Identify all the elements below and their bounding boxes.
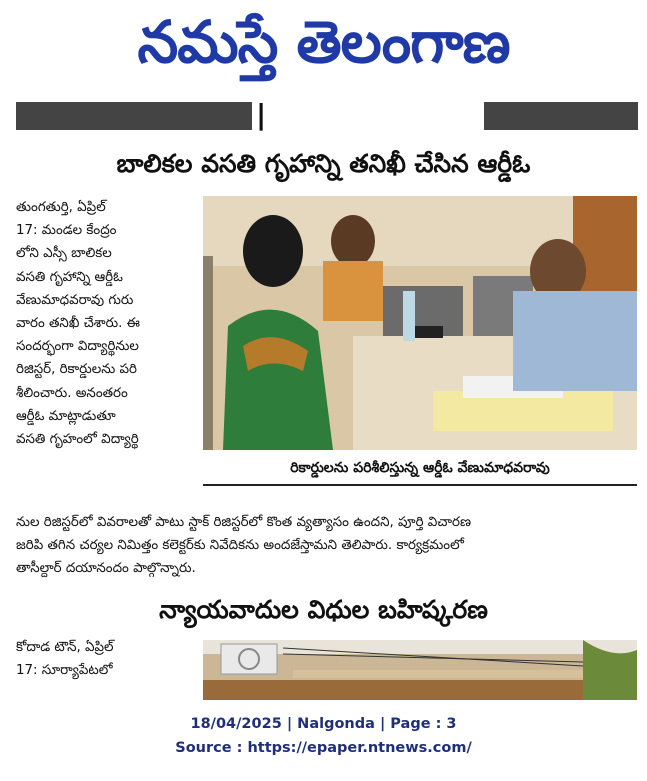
text-line: వేణుమాధవరావు గురు [16, 292, 134, 308]
section-band-glyph: | [256, 98, 267, 131]
article2-headline: న్యాయవాదుల విధుల బహిష్కరణ [159, 595, 488, 624]
text-line: తాసీల్దార్ దయానందం పాల్గొన్నారు. [16, 561, 196, 577]
text-line: 17: సూర్యాపేటలో [16, 663, 113, 679]
section-band [16, 102, 638, 130]
office-inspection-photo [203, 196, 637, 450]
article1-continuation [16, 511, 636, 581]
building-photo [203, 640, 637, 700]
footer-date-line: 18/04/2025 | Nalgonda | Page : 3 [190, 716, 457, 732]
text-line: తుంగతుర్తి, ఏప్రిల్ [16, 200, 106, 215]
article2-photo [203, 640, 637, 700]
masthead [0, 0, 647, 102]
text-line: ఆర్డీఓ మాట్లాడుతూ [16, 408, 116, 424]
text-line: లోని ఎస్సీ బాలికల [16, 246, 112, 262]
text-line: వసతి గృహంలో విద్యార్థి [16, 432, 139, 448]
text-line: శీలించారు. అనంతరం [16, 385, 128, 401]
text-line: నుల రిజిస్టర్‌లో వివరాలతో పాటు స్టాక్ రిజిస్టర్‌లో కొంత వ్యత్యాసం ఉందని, పూర్తి విచారణ [16, 515, 472, 530]
text-line: రిజిస్టర్, రికార్డులను పరి [16, 362, 137, 378]
article2-column [16, 636, 194, 682]
text-line: వసతి గృహాన్ని ఆర్డీఓ [16, 269, 123, 285]
article1-column [16, 196, 194, 451]
article1-photo [203, 196, 637, 450]
text-line: జరిపి తగిన చర్యల నిమిత్తం కలెక్టర్‌కు నివేదికను అందజేస్తామని తెలిపారు. కార్యక్రమంలో [16, 538, 464, 554]
newspaper-title: నమస్తే తెలంగాణ [137, 8, 510, 76]
section-band-gap [252, 102, 484, 130]
text-line: వారం తనిఖీ చేశారు. ఈ [16, 316, 140, 332]
text-line: కోదాడ టౌన్, ఏప్రిల్ [16, 640, 114, 655]
footer-source-line: Source : https://epaper.ntnews.com/ [175, 740, 472, 756]
article1-headline: బాలికల వసతి గృహాన్ని తనిఖీ చేసిన ఆర్డీఓ [116, 149, 531, 178]
text-line: సందర్భంగా విద్యార్థినుల [16, 339, 139, 355]
article1-photo-caption: రికార్డులను పరిశీలిస్తున్న ఆర్డీఓ వేణుమాధవరావు [203, 452, 637, 486]
text-line: 17: మండల కేంద్రం [16, 223, 117, 239]
